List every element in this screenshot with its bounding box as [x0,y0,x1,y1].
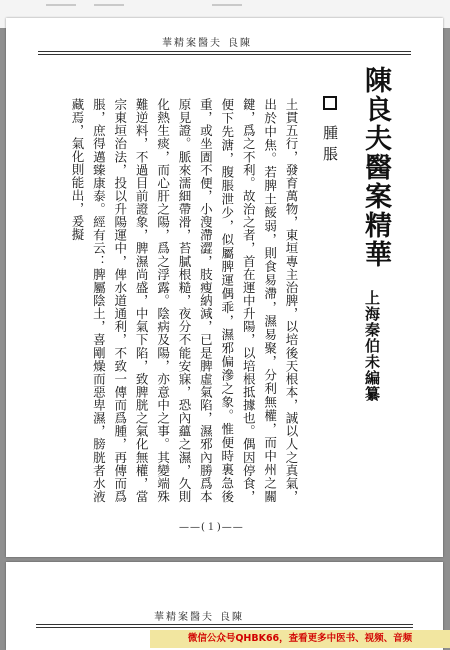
running-head [162,34,252,49]
section-marker-icon [323,96,337,110]
page-number: ——(１)—— [179,522,244,533]
running-head-right: 良陳 [220,612,244,623]
promo-banner: 微信公众号QHBK66，查看更多中医书、视频、音频 [150,630,450,648]
header-rule [38,54,411,55]
toolbar-tab[interactable] [212,4,242,6]
header-rule [36,627,413,628]
running-head-left: 華精案醫夫 [162,38,222,49]
toolbar-tab[interactable] [94,4,124,6]
document-page [6,18,443,557]
header-rule [38,51,411,52]
header-rule [36,624,413,625]
section-heading [320,96,341,167]
running-head [154,608,244,623]
page-title: 陳良夫醫案精華 [360,66,391,269]
body-text: 土貫五行，發育萬物，東垣專主治脾，以培後天根本，誠以人之真氣，出於中焦。若脾土餒弱，則食易滯，濕易聚，分利無權，而中州之關鍵，爲之不利。故治之者，首在運中升陽，以培根抵據也。偶因停食，便下先溏，腹脹泄少，似屬脾運偶乖，濕邪偏滲之象。惟便時裏急後重，或坐圊不便，小溲滯澀，肢瘦納減，已是脾虛氣陷，濕邪內勝爲本原見證。脈來濡細帶滑，苔膩根糙，夜分不能安寐，恐內蘊之濕，久則化熱生痰，而心肝之陽，爲之浮露。陰病及陽，亦意中之事。其變端殊難逆料，不過目前證象，脾濕尚盛，中氣下陷，致脾胱之氣化無權，當宗東垣治法，投以升陽運中，俾水道通利，不致一傳而爲腫，再傳而爲脹，庶得邁臻康泰。經有云：脾屬陰土，喜剛燥而惡卑濕，膀胱者水液藏焉，氣化則能出，爰擬 [69,98,299,503]
running-head-right: 良陳 [228,38,252,49]
author-line: 上海秦伯未編纂 [363,290,381,402]
section-title: 腫脹 [321,124,339,167]
toolbar-tab[interactable] [46,4,76,6]
running-head-left: 華精案醫夫 [154,612,214,623]
